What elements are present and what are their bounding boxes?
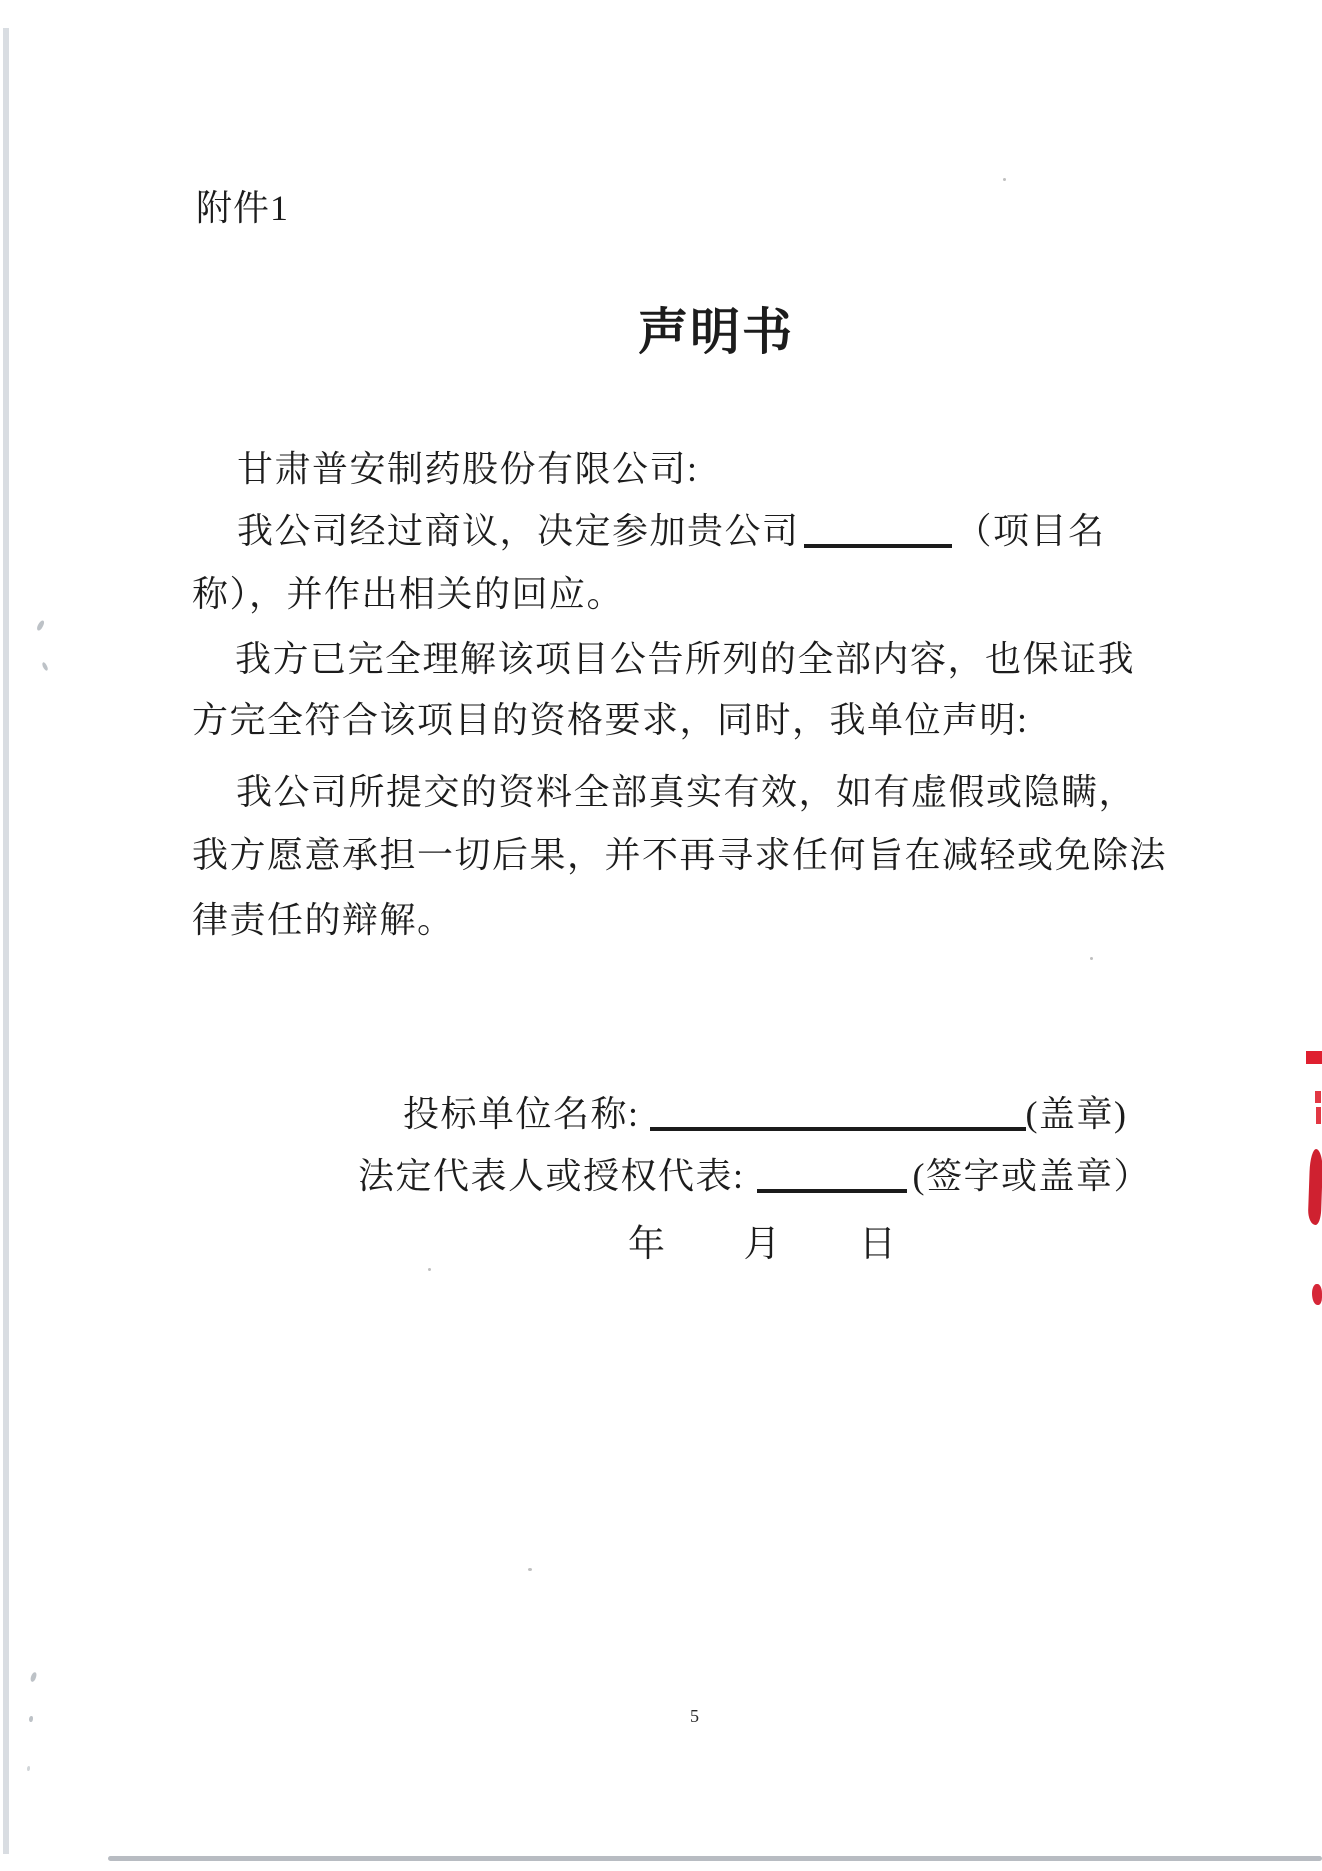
body-line: 称），并作出相关的回应。: [192, 574, 625, 614]
body-line-text: 我公司经过商议，决定参加贵公司: [237, 511, 800, 551]
scan-bottom-edge-line: [108, 1856, 1322, 1861]
red-stamp-mark: [1315, 1091, 1321, 1103]
scan-noise-dot: [428, 1268, 431, 1271]
document-title: 声明书: [638, 304, 794, 360]
salutation-line: 甘肃普安制药股份有限公司:: [237, 449, 699, 489]
attachment-label: 附件1: [196, 188, 290, 228]
bidder-seal-note: (盖章): [1025, 1094, 1128, 1134]
representative-line: [358, 1148, 1151, 1199]
red-stamp-mark: [1306, 1051, 1322, 1064]
scan-noise-dot: [1090, 957, 1093, 960]
body-line: 律责任的辩解。: [192, 900, 455, 940]
representative-label: 法定代表人或授权代表:: [358, 1156, 745, 1196]
body-line-project: [237, 503, 1106, 554]
bidder-name-label: 投标单位名称:: [403, 1094, 640, 1134]
project-name-blank-field: [804, 514, 952, 548]
scan-edge-shadow: [3, 28, 9, 1854]
body-line: 方完全符合该项目的资格要求，同时，我单位声明:: [192, 700, 1029, 740]
body-line-text: （项目名: [955, 511, 1106, 551]
representative-seal-note: (签字或盖章）: [912, 1156, 1152, 1196]
body-line: 我公司所提交的资料全部真实有效，如有虚假或隐瞒，: [236, 772, 1137, 812]
scan-noise-mark: [29, 1716, 33, 1722]
scan-noise-dot: [528, 1568, 532, 1571]
bidder-name-blank-field: [650, 1097, 1026, 1131]
date-month-label: 月: [743, 1224, 782, 1265]
scan-noise-mark: [30, 1672, 37, 1683]
body-line: 我方已完全理解该项目公告所列的全部内容，也保证我: [235, 639, 1136, 679]
page-number: 5: [690, 1706, 699, 1726]
bidder-name-line: [403, 1086, 1128, 1137]
date-year-label: 年: [628, 1224, 667, 1265]
scan-noise-mark: [27, 1766, 30, 1771]
scan-noise-dot: [1003, 178, 1006, 181]
body-line: 我方愿意承担一切后果，并不再寻求任何旨在减轻或免除法: [192, 835, 1168, 875]
red-stamp-mark: [1312, 1284, 1322, 1305]
red-stamp-mark: [1308, 1149, 1322, 1225]
scan-noise-mark: [36, 619, 45, 631]
date-line: [628, 1213, 898, 1267]
date-day-label: 日: [859, 1224, 898, 1265]
representative-blank-field: [757, 1159, 907, 1193]
scan-noise-mark: [41, 662, 49, 672]
red-stamp-mark: [1316, 1107, 1321, 1124]
